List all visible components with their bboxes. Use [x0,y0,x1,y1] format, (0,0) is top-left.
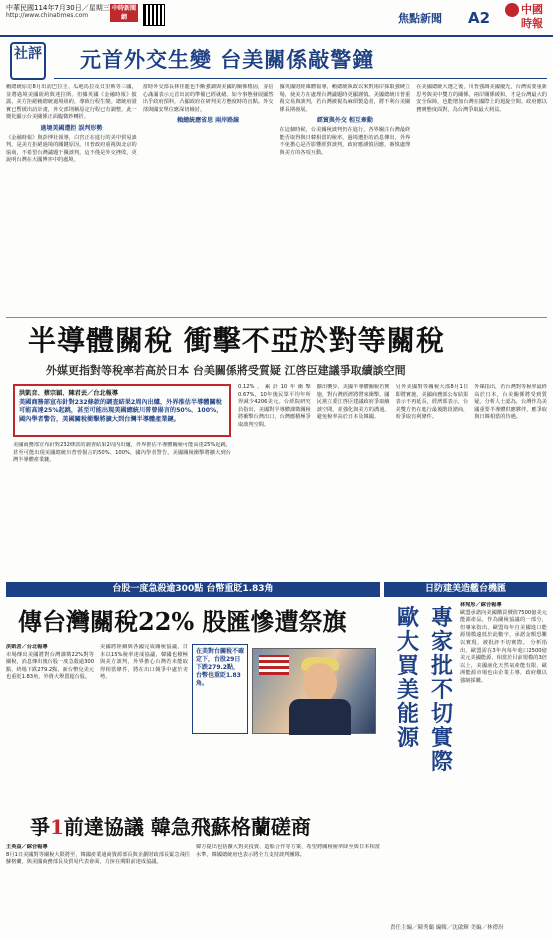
lead-text: 美國商務部宣布針對232條款的調查結果2周內出爐，外界推估半導體關稅可能高達25%起跳，甚至可能出現美國總統川普曾揚言的50%、100%，國內學者警告，美國關稅衝擊將擴大到台灣半導體產業鏈。 [19,398,223,423]
article-column [6,844,190,930]
feature-subtitle: 外媒更指對等稅率若高於日本 台美關係將受質疑 江啓臣建議爭取續談空間 [46,364,406,377]
subheading: 過境美國遭拒 誤判形勢 [40,124,103,132]
flag-icon [259,655,289,675]
feature-column: 外媒指出，若台灣對等稅率最終高於日本，台美關係將受到質疑。分析人士認為，台灣作為美國重要半導體供應夥伴，應爭取與日韓相當的待遇。 [474,384,547,421]
vertical-subheadline: 專家批不切實際 [430,605,453,775]
feature-article [6,322,547,577]
page-credits: 責任主編／陳秀蘭 編輯／沈啟輝 美編／林禮玢 [390,925,504,931]
logo-text: 中國時報 [521,3,543,30]
column-text: 當時外交部長林佳龍也不斷強調與美國的關係穩固，並信心滿滿表示元首出訪的準備已經就緒。如今事態發展顯然出乎政府預料，凸顯政府在研判美方態度時的盲點。外交部與國安單位應深切檢討。 [142,84,274,113]
kicker-band: 台股一度急殺逾300點 台幣重貶1.83角 [6,582,380,597]
subheading: 賴總統應省思 兩岸路線 [177,117,240,125]
issue-date: 中華民國114年7月30日／星期三 [6,4,110,12]
energy-columns [460,602,547,920]
byline: 洪凱音／台北報導 [6,644,48,650]
quote-box: 在美對台關稅不確定下，台股29日下跌279.2點，台幣也重貶1.83角。 [192,644,248,734]
divider [54,78,547,79]
news-photo [252,648,376,734]
feature-columns-left [13,442,231,532]
column-text: 市場傳出美國將對台灣課徵22%對等關稅，消息傳出後台股一度急殺逾300點，終場下跌279.2點，新台幣兌美元也重貶1.83角，外資大舉賣超台股。 [6,651,94,681]
editorial-column [280,84,411,316]
column-text: 《金融時報》與彭博社報導，白宮正在進行的美中貿易談判，是美方拒絕過境的關鍵原因。川普政府重視與北京的協商，不希望台灣議題干擾談判。這不僅是外交挫敗，更說明台灣在大國博弈中的處境。 [6,134,137,164]
globe-icon [505,3,519,17]
article-title: 傳台灣關稅22% 股匯慘遭祭旗 [18,607,347,636]
feature-columns-right [238,384,547,574]
byline: 林宛彤／綜合報導 [460,602,502,608]
masthead-logo [505,3,551,35]
article-column: 韓方提出包括擴大對美投資、造船合作等方案，希望將關稅稅率降至與日本相當水準，韓國總統府也表示將全力支持談判團隊。 [196,844,380,858]
feature-lead-box [13,384,231,437]
column-text: 據英國財經媒體報導，賴總統執政以來對兩岸採取強硬立場，使美方在處理台灣議題時更顯謹慎。美國總統川普重視交易與談判，若台灣被視為麻煩製造者，將不利台美關係長期發展。 [279,84,411,113]
article-column [6,644,94,804]
headline-number: 1 [50,815,64,839]
column-text: 在美國總統大選之後，川普強調美國優先，台灣需要重新思考與美中雙方的關係。兩岸關係緩和，才是台灣最大的安全保障，也能增加台灣在國際上的迴旋空間。政府應以務實態度面對，為台灣爭取最大利益。 [416,84,547,113]
photo-detail [289,699,351,735]
column-text: 在這個時候，台美關稅談判仍在進行，各界關注台灣最終能否取得與日韓相當的稅率。過境遭拒的消息傳出，外界不免擔心是否影響經貿談判，政府應謹慎因應，審慎處理與美方的各項互動。 [279,126,411,156]
column-text: 分析指出，歐盟需在3年內每年進口2500億美元美國能源，相當於目前規模的3倍以上，美國液化天然氣產能有限，歐洲能源市場也由企業主導，政府難以強制採購。 [460,639,547,684]
editorial-column [143,84,274,316]
column-text: 賴總統原訂8月出訪巴拉圭、瓜地馬拉及貝里斯等三國，並將過境美國紐約與達拉斯。但據英國《金融時報》披露，美方拒絕賴總統過境紐約，導致行程生變。總統府證實已暫緩出訪計畫，外交部則稱原定行程已有調整。此一變化顯示台美關係正面臨微妙轉折。 [6,84,137,121]
qr-code-icon [143,4,165,26]
byline: 王英益／綜合報導 [6,844,48,850]
article-column: 美國將陸續與各國完成關稅協議，日本以15%稅率達成協議，韓國也積極與美方談判，外界擔心台灣若未能取得相當條件，將在出口競爭中處於劣勢。 [100,644,188,681]
subheading: 經貿與外交 相互牽動 [316,117,373,125]
headline-part: 爭 [30,815,50,839]
editorial-column [416,84,547,316]
editorial-badge: 社評 [10,42,46,80]
feature-column: 0.12%，累計10年衝擊0.67%，10年後民眾平均年所得減少4206美元。台經院研究員指出，美國對半導體課徵關稅將衝擊台灣出口，台灣應積極爭取談判空間。 [238,384,311,428]
column-text: 歐盟承諾向美國購買價值7500億美元能源產品，作為關稅協議的一部分，但專家指出，歐盟每年自美國進口能源規模遠低於此數字，承諾金額恐難以實現，被批評不切實際。 [460,609,547,646]
editorial-title: 元首外交生變 台美關係敲警鐘 [80,47,375,72]
editorial-columns [6,84,547,316]
editorial-section [6,40,547,318]
small-logo: 中時新聞網 [111,5,136,21]
vertical-headline: 歐大買美能源 [396,605,419,751]
page-number: A2 [468,9,491,27]
second-article-columns [6,844,380,930]
site-url[interactable]: http://www.chinatimes.com [6,12,89,20]
energy-article [384,582,547,932]
kicker-band: 日防建美造艦台機匯 [384,582,547,597]
tariff-article [6,582,380,932]
section-name: 焦點新聞 [398,12,442,25]
page-header [0,0,553,37]
editorial-column [6,84,137,316]
article-column [460,602,547,920]
headline-part: 前達協議 韓急飛蘇格蘭磋商 [63,815,311,839]
feature-column: 另外美國對等關稅大部8月1日即將實施，美國商務部公布結果表示不再延長，經濟部表示，台美雙方仍在進行最後階段諮商，盼爭取有利條件。 [395,384,469,421]
feature-byline: 洪凱音、蔡宗穎、陳君丟／台北報導 [19,390,118,397]
feature-column: 擴出襲步，美國半導體關稅若實施，對台灣經濟將帶來衝擊。國民黨立委江啓臣建議政府爭取續談空間，並強化與美方的溝通，避免稅率高於日本及韓國。 [316,384,390,421]
feature-column: 美國商務部宣布針對232條款的調查結果2周內出爐，外界推估半導體關稅可能高達25%起跳，甚至可能出現美國總統川普曾揚言的50%、100%，國內學者警告，美國關稅衝擊將擴大到台灣半導體產業鏈。 [13,442,231,464]
article-columns [6,644,188,804]
feature-title: 半導體關稅 衝擊不亞於對等關稅 [28,324,445,357]
header-info [6,4,110,20]
photo-detail [303,663,337,703]
second-headline [30,814,311,841]
column-text: 8月1日美國對等關稅大限將至，韓國產業通商資源部長與企劃財政部長緊急飛往蘇格蘭，與美國商務部長及貿易代表會面，力拚在期限前達成協議。 [6,851,190,866]
